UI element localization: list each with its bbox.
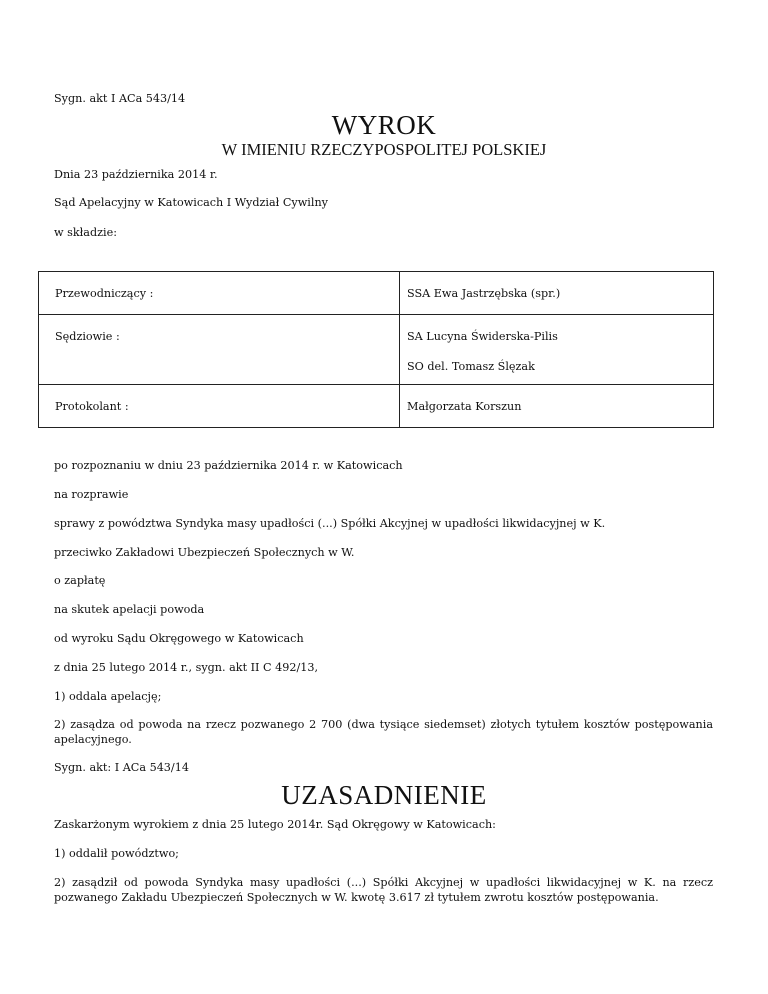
chair-value: SSA Ewa Jastrzębska (spr.) (407, 287, 561, 300)
body-line: na skutek apelacji powoda (54, 603, 205, 616)
body-line: po rozpoznaniu w dniu 23 października 2014 r. w Katowicach (54, 459, 403, 472)
judgment-title: WYROK (331, 110, 437, 140)
justification-title: UZASADNIENIE (281, 780, 487, 810)
panel-row-clerk (39, 385, 714, 428)
justification-point-2: 2) zasądził od powoda Syndyka masy upadłości (...) Spółki Akcyjnej w upadłości likwidacyjnej w K. na rzecz pozwanego Zakładu Ubezpieczeń Społecznych w W. kwotę 3.617 zł tytułem zwrotu kosztów postępowania. (54, 876, 713, 904)
chair-label: Przewodniczący : (55, 287, 154, 300)
body-line: o zapłatę (54, 574, 106, 587)
body-line: sprawy z powództwa Syndyka masy upadłości (...) Spółki Akcyjnej w upadłości likwidacyjnej w K. (54, 517, 606, 530)
judges-label-cell (39, 315, 400, 385)
justification-intro: Zaskarżonym wyrokiem z dnia 25 lutego 2014r. Sąd Okręgowy w Katowicach: (54, 818, 496, 831)
panel-row-judges (39, 315, 714, 385)
justification-signature: Sygn. akt: I ACa 543/14 (54, 761, 189, 774)
court-panel-table (38, 271, 714, 428)
clerk-value-cell (400, 385, 714, 428)
body-line: od wyroku Sądu Okręgowego w Katowicach (54, 632, 304, 645)
body-line: na rozprawie (54, 488, 129, 501)
composition-intro: w składzie: (54, 226, 117, 239)
judgment-subtitle: W IMIENIU RZECZYPOSPOLITEJ POLSKIEJ (221, 140, 547, 159)
ruling-point-1: 1) oddala apelację; (54, 690, 162, 703)
judges-label: Sędziowie : (55, 330, 120, 343)
judge-name: SA Lucyna Świderska-Pilis (407, 330, 558, 343)
body-line: przeciwko Zakładowi Ubezpieczeń Społecznych w W. (54, 546, 355, 559)
judge-name: SO del. Tomasz Ślęzak (407, 360, 535, 373)
clerk-value: Małgorzata Korszun (407, 400, 522, 413)
chair-label-cell (39, 272, 400, 315)
judges-value-cell (400, 315, 714, 385)
ruling-point-2: 2) zasądza od powoda na rzecz pozwanego 2 700 (dwa tysiące siedemset) złotych tytułem kosztów postępowania apelacyjnego. (54, 718, 713, 746)
case-signature: Sygn. akt I ACa 543/14 (54, 92, 186, 105)
clerk-label: Protokolant : (55, 400, 129, 413)
justification-point-1: 1) oddalił powództwo; (54, 847, 179, 860)
body-line: z dnia 25 lutego 2014 r., sygn. akt II C 492/13, (54, 661, 319, 674)
chair-value-cell (400, 272, 714, 315)
panel-row-chair (39, 272, 714, 315)
clerk-label-cell (39, 385, 400, 428)
judgment-date: Dnia 23 października 2014 r. (54, 168, 218, 181)
court-name: Sąd Apelacyjny w Katowicach I Wydział Cywilny (54, 196, 328, 209)
